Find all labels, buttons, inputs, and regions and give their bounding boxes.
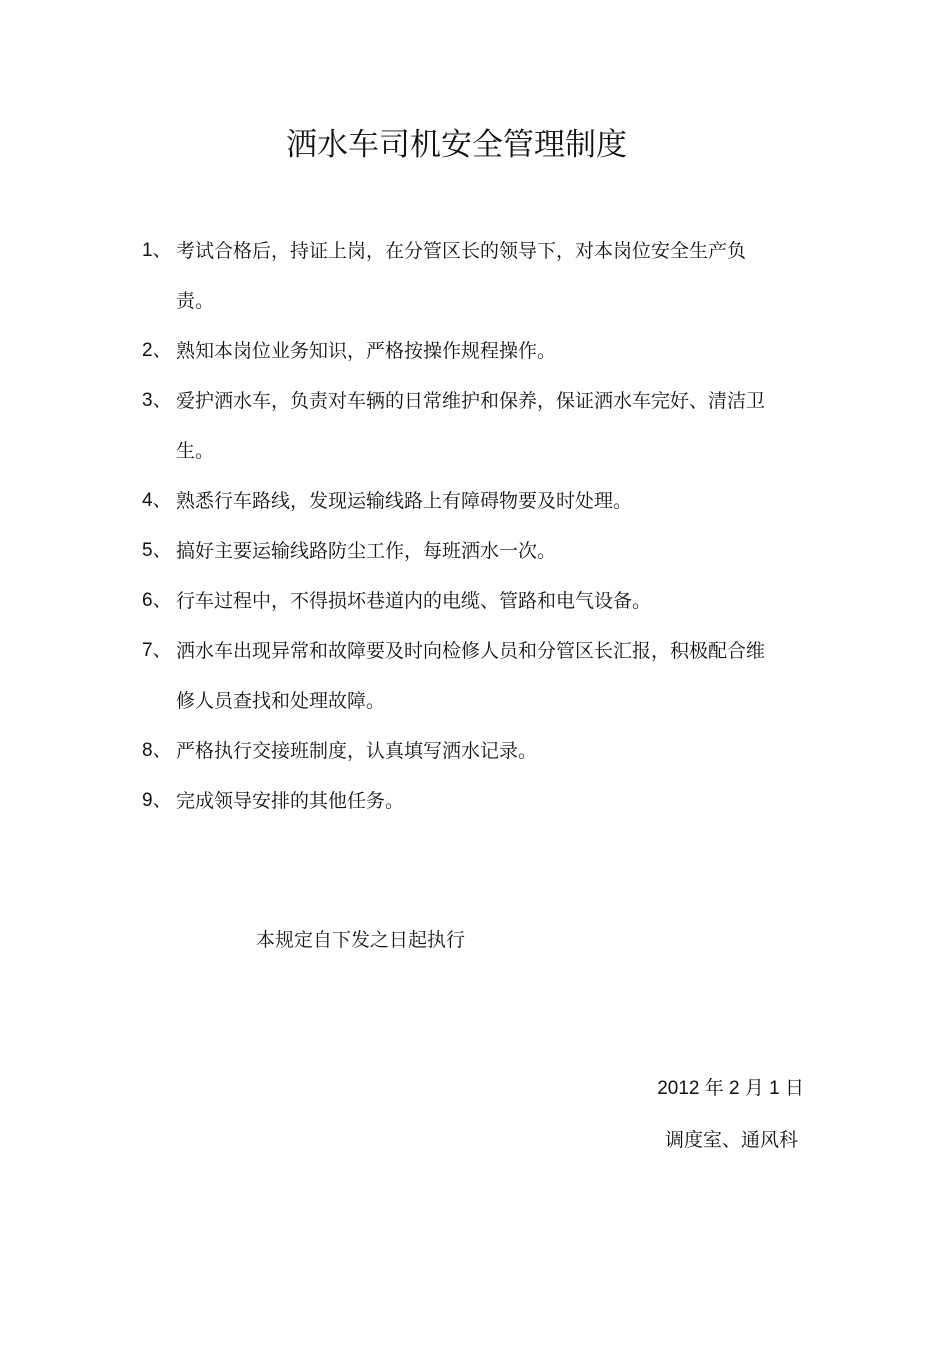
rule-text: 搞好主要运输线路防尘工作，每班洒水一次。 — [176, 540, 557, 562]
rule-text: 完成领导安排的其他任务。 — [176, 790, 405, 812]
effective-note: 本规定自下发之日起执行 — [256, 929, 466, 951]
rule-item — [142, 526, 782, 576]
rule-item — [142, 626, 782, 726]
rule-item — [142, 726, 782, 776]
rule-item — [142, 476, 782, 526]
rule-text: 熟知本岗位业务知识，严格按操作规程操作。 — [176, 340, 557, 362]
rule-text: 洒水车出现异常和故障要及时向检修人员和分管区长汇报，积极配合维修人员查找和处理故障。 — [176, 640, 766, 712]
rule-item — [142, 376, 782, 476]
rule-item — [142, 576, 782, 626]
rule-text: 熟悉行车路线，发现运输线路上有障碍物要及时处理。 — [176, 490, 633, 512]
issue-date: 2012 年 2 月 1 日 — [657, 1078, 804, 1099]
rule-text: 严格执行交接班制度，认真填写洒水记录。 — [176, 740, 538, 762]
rule-number: 4、 — [142, 490, 172, 511]
rule-number: 1、 — [142, 240, 172, 261]
rule-text: 行车过程中，不得损坏巷道内的电缆、管路和电气设备。 — [176, 590, 652, 612]
rule-number: 7、 — [142, 640, 172, 661]
rule-number: 6、 — [142, 590, 172, 611]
rules-list — [142, 226, 782, 826]
rule-number: 3、 — [142, 390, 172, 411]
rule-text: 考试合格后，持证上岗，在分管区长的领导下，对本岗位安全生产负责。 — [176, 240, 747, 312]
rule-number: 8、 — [142, 740, 172, 761]
rule-item — [142, 326, 782, 376]
document-title: 洒水车司机安全管理制度 — [286, 127, 627, 163]
rule-number: 9、 — [142, 790, 172, 811]
rule-item — [142, 226, 782, 326]
rule-item — [142, 776, 782, 826]
rule-text: 爱护洒水车，负责对车辆的日常维护和保养，保证洒水车完好、清洁卫生。 — [176, 390, 766, 462]
issuing-department: 调度室、通风科 — [664, 1129, 798, 1151]
rule-number: 2、 — [142, 340, 172, 361]
rule-number: 5、 — [142, 540, 172, 561]
